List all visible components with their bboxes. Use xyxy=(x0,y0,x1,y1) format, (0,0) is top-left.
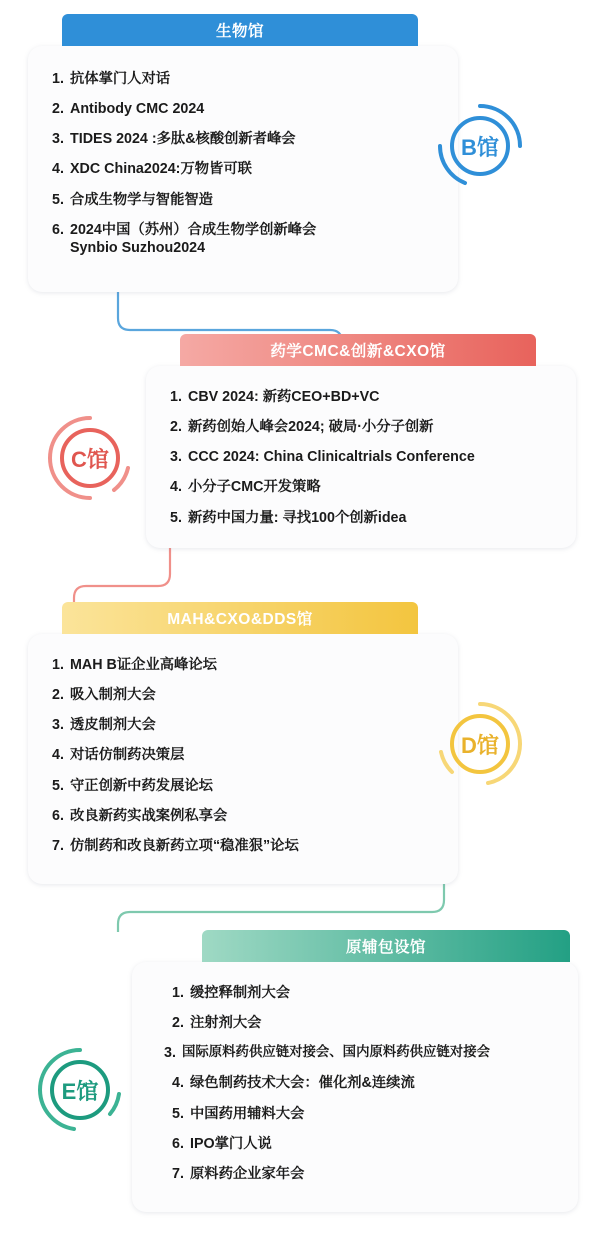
section-card-b xyxy=(28,46,458,292)
item-number: 2. xyxy=(170,419,182,436)
item-text: 国际原料药供应链对接会、国内原料药供应链对接会 xyxy=(182,1044,490,1060)
item-number: 7. xyxy=(172,1165,184,1182)
item-number: 5. xyxy=(52,191,64,208)
item-text-line2: Synbio Suzhou2024 xyxy=(70,239,206,256)
list-item xyxy=(52,158,438,180)
item-number: 6. xyxy=(172,1135,184,1152)
item-text: 对话仿制药决策层 xyxy=(70,747,185,764)
item-number: 4. xyxy=(52,161,64,178)
list-item xyxy=(172,1072,568,1094)
item-text: 仿制药和改良新药立项“稳准狠”论坛 xyxy=(70,837,299,854)
badge-c xyxy=(42,410,138,506)
item-number: 4. xyxy=(170,479,182,496)
section-card-d xyxy=(28,634,458,884)
item-number: 6. xyxy=(52,807,64,824)
item-text: 小分子CMC开发策略 xyxy=(188,479,321,496)
section-card-e xyxy=(132,962,578,1212)
item-text: 改良新药实战案例私享会 xyxy=(70,807,228,824)
list-item xyxy=(170,416,558,438)
item-number: 1. xyxy=(172,985,184,1001)
badge-b xyxy=(432,98,528,194)
section-list-e xyxy=(164,982,568,1185)
item-text: 守正创新中药发展论坛 xyxy=(70,777,213,794)
list-item xyxy=(52,98,438,120)
item-text: MAH B证企业高峰论坛 xyxy=(70,657,217,673)
item-text: 合成生物学与智能智造 xyxy=(70,191,213,208)
badge-d xyxy=(432,696,528,792)
item-number: 2. xyxy=(172,1015,184,1032)
item-text: 注射剂大会 xyxy=(190,1015,262,1032)
list-item xyxy=(170,386,558,408)
list-item xyxy=(170,507,558,529)
badge-d-label: D馆 xyxy=(461,732,499,758)
item-text: 吸入制剂大会 xyxy=(70,687,156,704)
badge-c-label: C馆 xyxy=(71,446,109,472)
list-item xyxy=(172,982,568,1004)
item-number: 3. xyxy=(52,131,64,148)
list-item xyxy=(52,744,440,766)
item-text: CBV 2024: 新药CEO+BD+VC xyxy=(188,389,380,405)
item-text: 新药创始人峰会2024; 破局·小分子创新 xyxy=(188,419,434,436)
list-item xyxy=(52,714,440,736)
item-text: 抗体掌门人对话 xyxy=(70,71,171,87)
item-number: 4. xyxy=(52,747,64,764)
list-item xyxy=(52,654,440,676)
item-text: 缓控释制剂大会 xyxy=(190,985,291,1001)
list-item xyxy=(52,684,440,706)
list-item xyxy=(170,446,558,468)
section-header-e-label: 原辅包设馆 xyxy=(345,939,426,956)
list-item xyxy=(52,775,440,797)
list-item xyxy=(170,476,558,498)
section-header-b-label: 生物馆 xyxy=(215,23,264,40)
item-text: 中国药用辅料大会 xyxy=(190,1105,305,1122)
item-number: 3. xyxy=(52,717,64,734)
list-item xyxy=(164,1042,568,1064)
item-number: 1. xyxy=(52,71,64,87)
section-header-c xyxy=(180,334,536,366)
item-number: 7. xyxy=(52,837,64,854)
item-number: 1. xyxy=(170,389,182,405)
item-number: 6. xyxy=(52,221,64,238)
badge-e xyxy=(32,1042,128,1138)
section-list-c xyxy=(170,386,558,529)
section-header-b xyxy=(62,14,418,46)
list-item xyxy=(172,1133,568,1155)
section-list-b xyxy=(52,68,438,259)
list-item xyxy=(172,1103,568,1125)
item-number: 5. xyxy=(52,777,64,794)
item-text: CCC 2024: China Clinicaltrials Conference xyxy=(188,449,475,466)
section-header-d xyxy=(62,602,418,634)
section-header-c-label: 药学CMC&创新&CXO馆 xyxy=(270,343,446,360)
badge-b-label: B馆 xyxy=(461,134,499,160)
section-header-e xyxy=(202,930,570,962)
list-item xyxy=(172,1012,568,1034)
item-number: 1. xyxy=(52,657,64,673)
list-item xyxy=(52,835,440,857)
item-text: 绿色制药技术大会：催化剂&连续流 xyxy=(190,1075,415,1092)
section-header-d-label: MAH&CXO&DDS馆 xyxy=(167,611,313,628)
list-item xyxy=(52,189,438,211)
section-list-d xyxy=(52,654,440,857)
list-item xyxy=(52,805,440,827)
item-number: 2. xyxy=(52,687,64,704)
section-card-c xyxy=(146,366,576,548)
item-number: 5. xyxy=(172,1105,184,1122)
badge-e-label: E馆 xyxy=(61,1078,99,1104)
item-text: 新药中国力量: 寻找100个创新idea xyxy=(188,509,407,526)
item-number: 5. xyxy=(170,509,182,526)
item-text: XDC China2024:万物皆可联 xyxy=(70,161,252,178)
list-item xyxy=(52,128,438,150)
item-text: TIDES 2024 :多肽&核酸创新者峰会 xyxy=(70,131,296,148)
item-text: Antibody CMC 2024 xyxy=(70,101,205,118)
item-text: 透皮制剂大会 xyxy=(70,717,156,734)
list-item xyxy=(52,219,438,259)
item-text: 原料药企业家年会 xyxy=(190,1165,305,1182)
item-number: 4. xyxy=(172,1075,184,1092)
item-number: 3. xyxy=(170,449,182,466)
list-item xyxy=(172,1163,568,1185)
item-text: 2024中国（苏州）合成生物学创新峰会 xyxy=(70,221,317,238)
list-item xyxy=(52,68,438,90)
item-number: 3. xyxy=(164,1045,176,1062)
item-number: 2. xyxy=(52,101,64,118)
item-text: IPO掌门人说 xyxy=(190,1135,272,1152)
